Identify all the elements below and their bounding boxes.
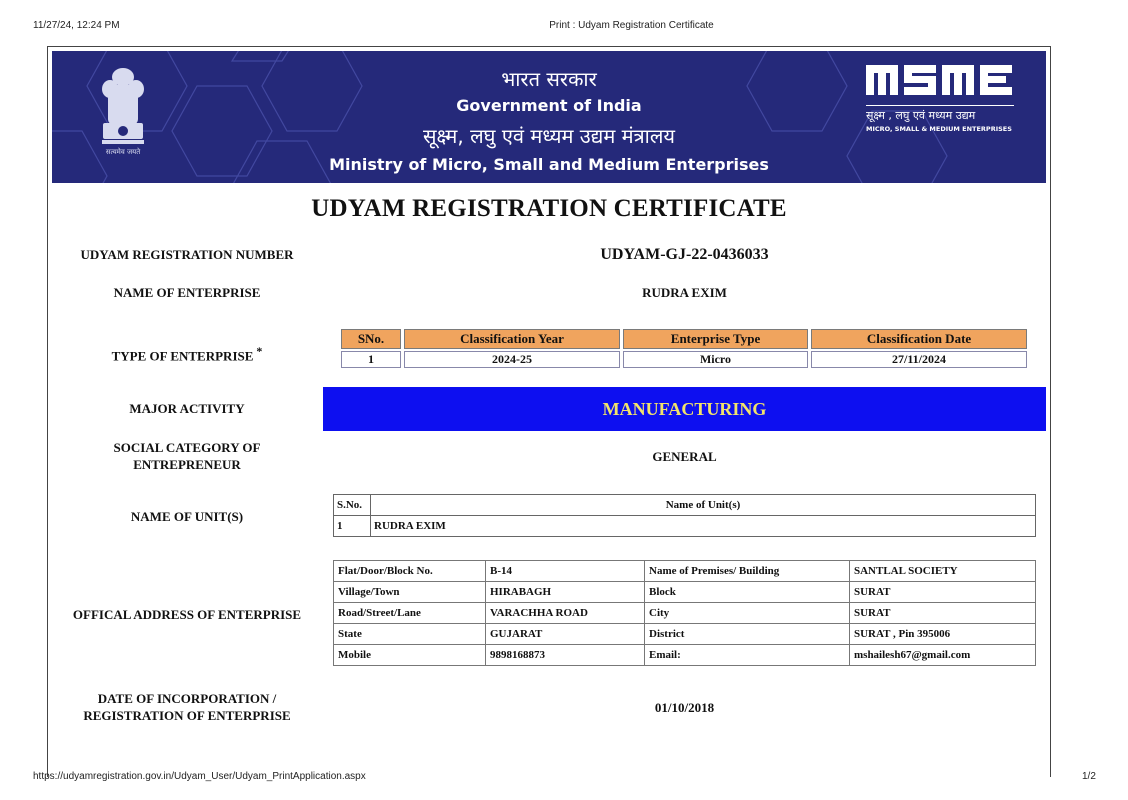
enterprise-name-label: NAME OF ENTERPRISE [113, 285, 261, 300]
incorporation-label-line2: REGISTRATION OF ENTERPRISE [83, 708, 291, 723]
cell-sno: 1 [341, 351, 401, 368]
logo-hindi-text: सूक्ष्म , लघु एवं मध्यम उद्यम [866, 109, 976, 122]
ministry-banner [52, 51, 1046, 183]
enterprise-type-table [338, 327, 1030, 370]
cell-field-value: HIRABAGH [486, 582, 645, 603]
table-row [341, 351, 1027, 368]
msme-wordmark-icon [864, 63, 1014, 97]
col-sno-header: SNo. [341, 329, 401, 349]
col-sno-header: S.No. [334, 495, 371, 516]
incorporation-label-line1: DATE OF INCORPORATION / [97, 691, 277, 706]
cell-sno: 1 [334, 516, 371, 537]
registration-number-label: UDYAM REGISTRATION NUMBER [80, 247, 294, 262]
cell-field-label: Village/Town [334, 582, 486, 603]
col-classification-date-header: Classification Date [811, 329, 1027, 349]
cell-field-label: Flat/Door/Block No. [334, 561, 486, 582]
cell-field-label: State [334, 624, 486, 645]
cell-field-value: SURAT [850, 603, 1036, 624]
cell-unit-name: RUDRA EXIM [371, 516, 1036, 537]
logo-divider [866, 105, 1014, 106]
table-header-row [334, 495, 1036, 516]
print-datetime: 11/27/24, 12:24 PM [33, 20, 120, 31]
address-label: OFFICAL ADDRESS OF ENTERPRISE [72, 607, 302, 622]
cell-field-label: Mobile [334, 645, 486, 666]
cell-classification-year: 2024-25 [404, 351, 620, 368]
ministry-title: Ministry of Micro, Small and Medium Enterprises [329, 155, 769, 174]
cell-field-label: City [645, 603, 850, 624]
table-row [334, 516, 1036, 537]
required-asterisk: * [256, 344, 263, 358]
cell-field-value: 9898168873 [486, 645, 645, 666]
table-row [334, 561, 1036, 582]
cell-field-value: SURAT [850, 582, 1036, 603]
hindi-govt-title: भारत सरकार [501, 67, 597, 91]
msme-logo [864, 63, 1024, 133]
major-activity-label: MAJOR ACTIVITY [129, 401, 245, 416]
table-row [334, 624, 1036, 645]
cell-field-label: Block [645, 582, 850, 603]
cell-field-value: SANTLAL SOCIETY [850, 561, 1036, 582]
units-label: NAME OF UNIT(S) [130, 509, 244, 524]
table-row [334, 582, 1036, 603]
print-url: https://udyamregistration.gov.in/Udyam_User/Udyam_PrintApplication.aspx [33, 771, 366, 782]
print-page-title: Print : Udyam Registration Certificate [549, 20, 714, 31]
table-row [334, 645, 1036, 666]
social-category-label-line2: ENTREPRENEUR [133, 457, 241, 472]
cell-field-label: Email: [645, 645, 850, 666]
cell-field-value: B-14 [486, 561, 645, 582]
cell-field-value: GUJARAT [486, 624, 645, 645]
social-category-label-line1: SOCIAL CATEGORY OF [113, 440, 261, 455]
cell-field-value: VARACHHA ROAD [486, 603, 645, 624]
hindi-ministry-title: सूक्ष्म, लघु एवं मध्यम उद्यम मंत्रालय [423, 124, 675, 148]
print-page-number: 1/2 [1082, 771, 1096, 782]
units-table [333, 494, 1036, 537]
social-category-value: GENERAL [652, 449, 717, 464]
cell-field-label: District [645, 624, 850, 645]
cell-field-label: Name of Premises/ Building [645, 561, 850, 582]
cell-field-value: SURAT , Pin 395006 [850, 624, 1036, 645]
enterprise-name-value: RUDRA EXIM [642, 285, 727, 300]
major-activity-value: MANUFACTURING [323, 387, 1046, 431]
emblem-caption: सत्यमेव जयते [105, 148, 141, 156]
incorporation-date-value: 01/10/2018 [654, 700, 715, 715]
registration-number-value: UDYAM-GJ-22-0436033 [600, 246, 769, 263]
enterprise-type-label [62, 344, 312, 364]
certificate-title: UDYAM REGISTRATION CERTIFICATE [311, 195, 787, 222]
table-header-row [341, 329, 1027, 349]
address-table [333, 560, 1036, 666]
govt-of-india-title: Government of India [456, 96, 642, 115]
logo-english-text: MICRO, SMALL & MEDIUM ENTERPRISES [866, 125, 1012, 133]
cell-enterprise-type: Micro [623, 351, 808, 368]
col-unit-name-header: Name of Unit(s) [371, 495, 1036, 516]
col-classification-year-header: Classification Year [404, 329, 620, 349]
email-value: mshailesh67@gmail.com [850, 645, 1036, 666]
table-row [334, 603, 1036, 624]
enterprise-type-label-text: TYPE OF ENTERPRISE [111, 348, 254, 364]
cell-field-label: Road/Street/Lane [334, 603, 486, 624]
col-enterprise-type-header: Enterprise Type [623, 329, 808, 349]
cell-classification-date: 27/11/2024 [811, 351, 1027, 368]
